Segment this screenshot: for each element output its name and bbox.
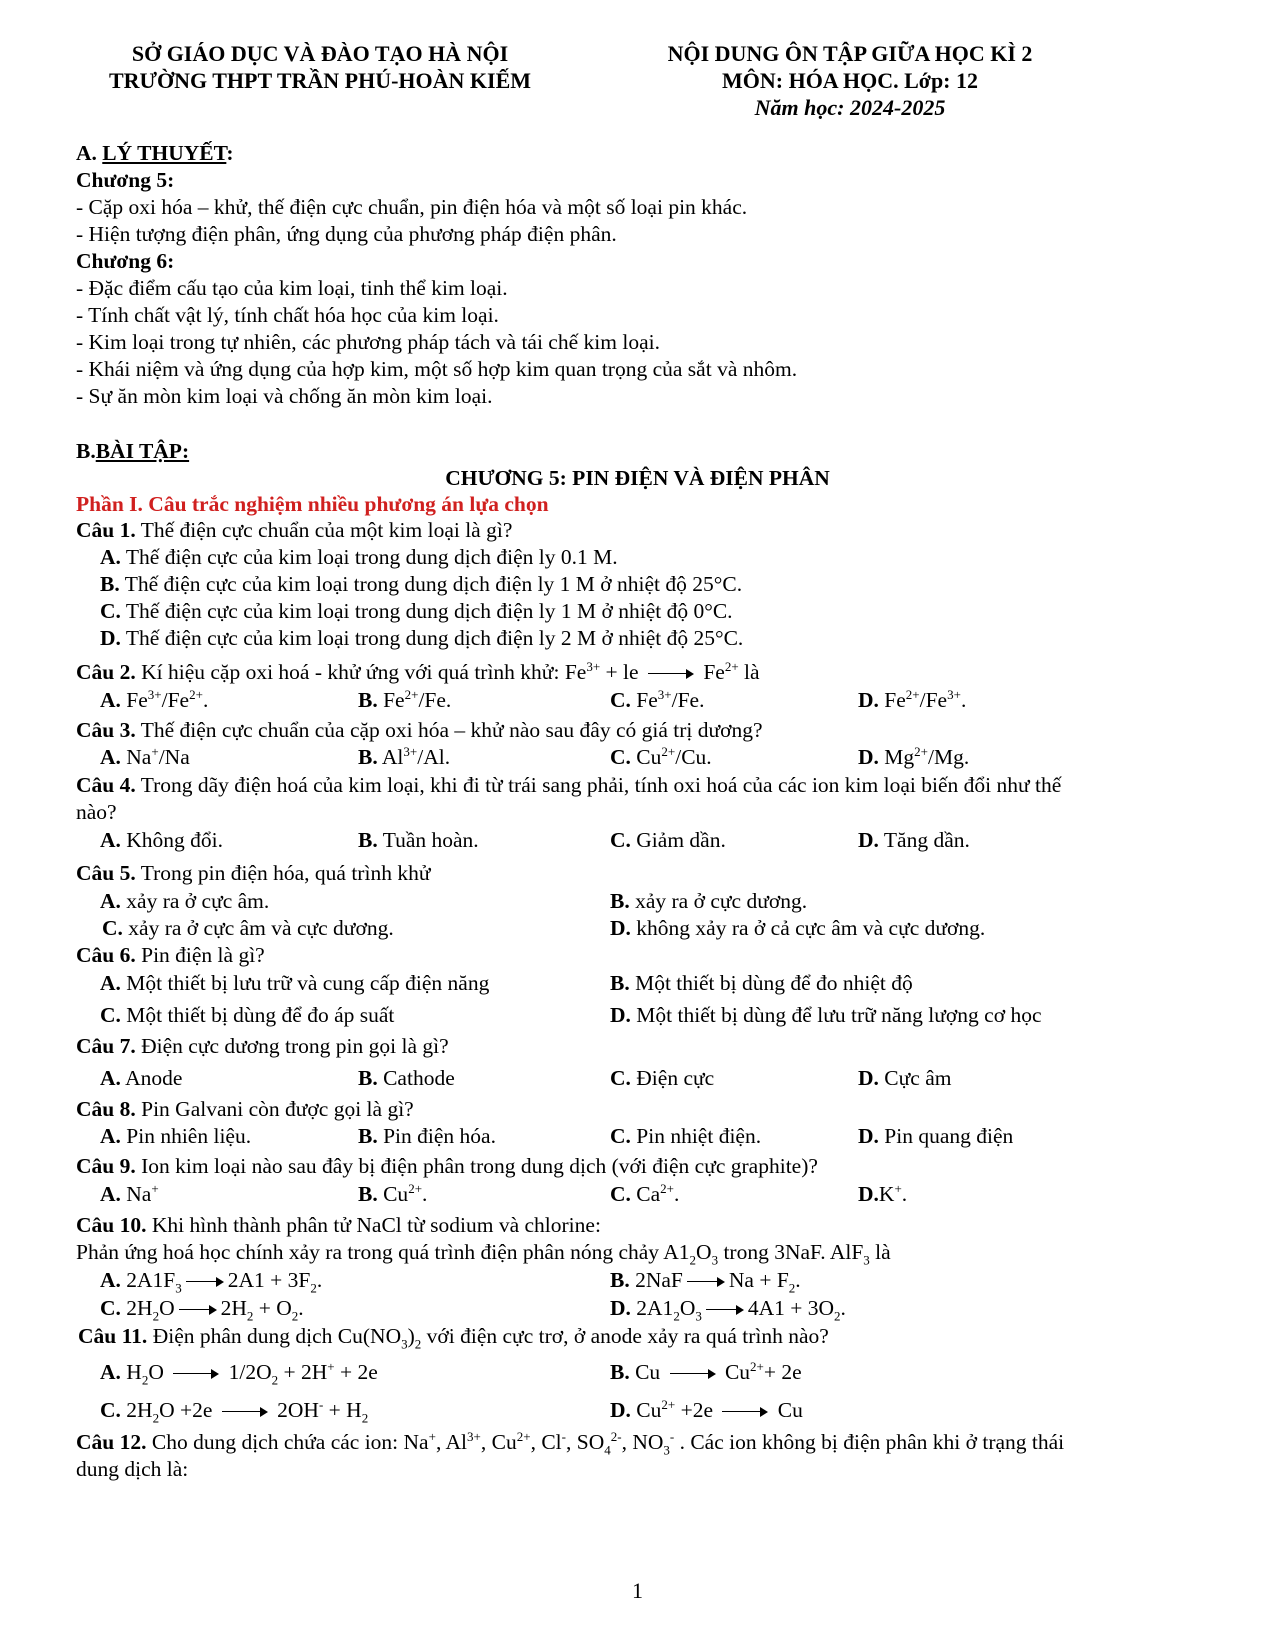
reaction-arrow-icon [186, 1277, 224, 1287]
q1-option-d: D. Thế điện cực của kim loại trong dung dịch điện ly 2 M ở nhiệt độ 25°C. [100, 626, 744, 650]
theory-item: - Tính chất vật lý, tính chất hóa học của kim loại. [76, 303, 499, 327]
q3-option-a: A. Na+/Na [100, 743, 190, 769]
q4-option-d: D. Tăng dần. [858, 828, 970, 852]
question-4-cont: nào? [76, 800, 117, 824]
reaction-arrow-icon [706, 1305, 744, 1315]
reaction-arrow-icon [222, 1407, 268, 1417]
q10-option-c: C. $2H_2O$ $2H_2 + O_2$. [100, 1296, 304, 1324]
q2-option-a: A. $Fe^{3+}/Fe^{2+}$. [100, 686, 209, 712]
q11-option-c: C. $2H_2O +2e$ $2OH^- + H_2$ [100, 1396, 369, 1426]
part-heading: Phần I. Câu trắc nghiệm nhiều phương án lựa chọn [76, 492, 549, 516]
theory-item: - Kim loại trong tự nhiên, các phương pháp tách và tái chế kim loại. [76, 330, 660, 354]
school-year: Năm học: 2024-2025 [754, 95, 946, 120]
question-12: Câu 12. Cho dung dịch chứa các ion: Na+, $Al^{3+}$, $Cu^{2+}$, Cl-, $SO_4^{2-}$, $NO_3^-$ . Các ion không bị điện phân khi ở trạng thái [76, 1428, 1065, 1458]
q5-option-b: B. xảy ra ở cực dương. [610, 889, 808, 913]
document-title: NỘI DUNG ÔN TẬP GIỮA HỌC KÌ 2 [667, 41, 1033, 66]
q7-option-b: B. Cathode [358, 1066, 455, 1090]
q3-option-c: C. $Cu^{2+}/Cu$. [610, 743, 712, 769]
q10-option-b: B. 2NaF $Na + F_2$. [610, 1268, 801, 1296]
q1-option-b: B. Thế điện cực của kim loại trong dung dịch điện ly 1 M ở nhiệt độ 25°C. [100, 572, 743, 596]
q2-option-d: D. $Fe^{2+}/Fe^{3+}$. [858, 686, 967, 712]
chapter5-title: Chương 5: [76, 168, 175, 192]
theory-item: - Sự ăn mòn kim loại và chống ăn mòn kim loại. [76, 384, 493, 408]
q8-option-c: C. Pin nhiệt điện. [610, 1124, 762, 1148]
q2-option-b: B. $Fe^{2+}/Fe$. [358, 686, 452, 712]
question-11: Câu 11. Điện phân dung dịch $Cu(NO_3)_2$ với điện cực trơ, ở anode xảy ra quá trình nào? [78, 1324, 829, 1352]
q9-option-c: C. $Ca^{2+}$. [610, 1180, 680, 1206]
question-8: Câu 8. Pin Galvani còn được gọi là gì? [76, 1097, 414, 1121]
q3-option-d: D. $Mg^{2+}/Mg$. [858, 743, 970, 769]
exercises-heading: B.BÀI TẬP: [76, 439, 190, 463]
reaction-arrow-icon [722, 1407, 768, 1417]
theory-item: - Đặc điểm cấu tạo của kim loại, tinh thể kim loại. [76, 276, 508, 300]
question-9: Câu 9. Ion kim loại nào sau đây bị điện phân trong dung dịch (với điện cực graphite)? [76, 1154, 818, 1178]
chapter-heading: CHƯƠNG 5: PIN ĐIỆN VÀ ĐIỆN PHÂN [445, 466, 830, 490]
department-name: SỞ GIÁO DỤC VÀ ĐÀO TẠO HÀ NỘI [131, 41, 509, 66]
q1-option-c: C. Thế điện cực của kim loại trong dung dịch điện ly 1 M ở nhiệt độ 0°C. [100, 599, 733, 623]
question-6: Câu 6. Pin điện là gì? [76, 943, 265, 967]
q8-option-d: D. Pin quang điện [858, 1124, 1014, 1148]
q11-option-a: A. $H_2O$ $1/2O_2 + 2H^+ + 2e$ [100, 1358, 378, 1388]
question-10-cont: Phản ứng hoá học chính xảy ra trong quá trình điện phân nóng chảy $A1_2O_3$ trong 3NaF. AlF$_3$ là [76, 1240, 891, 1268]
q5-option-a: A. xảy ra ở cực âm. [100, 889, 270, 913]
q9-option-b: B. $Cu^{2+}$. [358, 1180, 428, 1206]
theory-heading: A. LÝ THUYẾT: [76, 141, 234, 165]
question-10: Câu 10. Khi hình thành phân tử NaCl từ sodium và chlorine: [76, 1213, 601, 1237]
q9-option-a: A. Na+ [100, 1180, 159, 1206]
question-3: Câu 3. Thế điện cực chuẩn của cặp oxi hóa – khử nào sau đây có giá trị dương? [76, 718, 763, 742]
q8-option-a: A. Pin nhiên liệu. [100, 1124, 252, 1148]
q6-option-d: D. Một thiết bị dùng để lưu trữ năng lượng cơ học [610, 1003, 1042, 1027]
question-7: Câu 7. Điện cực dương trong pin gọi là gì? [76, 1034, 449, 1058]
q4-option-c: C. Giảm dần. [610, 828, 726, 852]
school-name: TRƯỜNG THPT TRẦN PHÚ-HOÀN KIẾM [108, 68, 532, 93]
q6-option-c: C. Một thiết bị dùng để đo áp suất [100, 1003, 395, 1027]
q5-option-d: D. không xảy ra ở cả cực âm và cực dương. [610, 916, 986, 940]
reaction-arrow-icon [670, 1369, 716, 1379]
question-12-cont: dung dịch là: [76, 1457, 189, 1481]
q1-option-a: A. Thế điện cực của kim loại trong dung dịch điện ly 0.1 M. [100, 545, 618, 569]
q7-option-c: C. Điện cực [610, 1066, 715, 1090]
theory-item: - Khái niệm và ứng dụng của hợp kim, một số hợp kim quan trọng của sắt và nhôm. [76, 357, 798, 381]
q4-option-a: A. Không đổi. [100, 828, 224, 852]
q4-option-b: B. Tuần hoàn. [358, 828, 479, 852]
reaction-arrow-icon [173, 1369, 219, 1379]
theory-item: - Cặp oxi hóa – khử, thế điện cực chuẩn, pin điện hóa và một số loại pin khác. [76, 195, 748, 219]
q11-option-b: B. Cu $Cu^{2+}+ 2e$ [610, 1358, 802, 1384]
q9-option-d: D.K+. [858, 1180, 908, 1206]
q2-option-c: C. $Fe^{3+}/Fe$. [610, 686, 705, 712]
chapter6-title: Chương 6: [76, 249, 175, 273]
school-header [80, 40, 560, 94]
q11-option-d: D. $Cu^{2+} +2e$ Cu [610, 1396, 803, 1422]
question-5: Câu 5. Trong pin điện hóa, quá trình khử [76, 861, 431, 885]
document-header [620, 40, 1080, 121]
q3-option-b: B. $Al^{3+}/Al$. [358, 743, 451, 769]
q8-option-b: B. Pin điện hóa. [358, 1124, 496, 1148]
q5-option-c: C. xảy ra ở cực âm và cực dương. [102, 916, 394, 940]
question-1: Câu 1. Thế điện cực chuẩn của một kim loại là gì? [76, 518, 513, 542]
subject-grade: MÔN: HÓA HỌC. Lớp: 12 [721, 68, 979, 93]
q10-option-d: D. $2A1_2O_3$ $4A1 + 3O_2$. [610, 1296, 846, 1324]
q10-option-a: A. $2A1F_3$ $2A1 + 3F_2$. [100, 1268, 323, 1296]
question-4: Câu 4. Trong dãy điện hoá của kim loại, khi đi từ trái sang phải, tính oxi hoá của các ion kim loại biến đổi như thế [76, 773, 1062, 797]
q6-option-a: A. Một thiết bị lưu trữ và cung cấp điện năng [100, 971, 490, 995]
q6-option-b: B. Một thiết bị dùng để đo nhiệt độ [610, 971, 913, 995]
reaction-arrow-icon [179, 1305, 217, 1315]
reaction-arrow-icon [648, 669, 694, 679]
question-2: Câu 2. Kí hiệu cặp oxi hoá - khử ứng với quá trình khử: $Fe^{3+}$ + le $Fe^{2+}$ là [76, 658, 760, 684]
q7-option-a: A. Anode [100, 1066, 183, 1090]
page-number: 1 [632, 1578, 643, 1603]
reaction-arrow-icon [687, 1277, 725, 1287]
theory-item: - Hiện tượng điện phân, ứng dụng của phương pháp điện phân. [76, 222, 617, 246]
q7-option-d: D. Cực âm [858, 1066, 952, 1090]
